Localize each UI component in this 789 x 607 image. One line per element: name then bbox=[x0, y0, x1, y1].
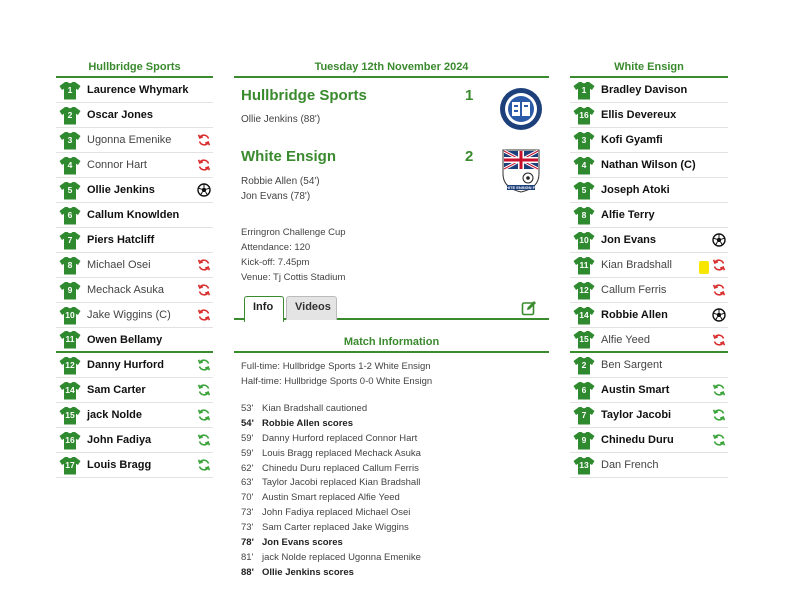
away-player-list bbox=[570, 78, 728, 478]
away-team-heading[interactable]: White Ensign bbox=[570, 58, 728, 78]
shirt-number: 6 bbox=[581, 384, 587, 395]
player-row[interactable] bbox=[570, 153, 728, 178]
player-event-icons bbox=[197, 458, 211, 477]
shirt-number-icon bbox=[573, 156, 595, 175]
player-row[interactable] bbox=[56, 453, 213, 478]
shirt-number-icon bbox=[573, 231, 595, 250]
match-event bbox=[241, 432, 421, 447]
yellow-card-icon bbox=[699, 261, 709, 274]
player-name[interactable]: Joseph Atoki bbox=[601, 184, 670, 196]
player-event-icons bbox=[712, 233, 726, 252]
player-row[interactable] bbox=[56, 228, 213, 253]
goal-event bbox=[241, 536, 421, 551]
player-event-icons bbox=[197, 258, 211, 277]
shirt-number-icon bbox=[573, 456, 595, 475]
substitution-off-icon bbox=[197, 133, 211, 152]
event-text: Jon Evans scores bbox=[262, 537, 343, 549]
shirt-number: 10 bbox=[65, 309, 75, 320]
match-event bbox=[241, 491, 421, 506]
shirt-number-icon bbox=[573, 356, 595, 375]
shirt-number-icon bbox=[573, 206, 595, 225]
match-event bbox=[241, 506, 421, 521]
player-event-icons bbox=[197, 358, 211, 377]
substitution-on-icon bbox=[197, 458, 211, 477]
match-event bbox=[241, 462, 421, 477]
shirt-number: 7 bbox=[67, 234, 73, 245]
player-row[interactable] bbox=[570, 453, 728, 478]
event-text: Danny Hurford replaced Connor Hart bbox=[262, 432, 418, 444]
shirt-number: 2 bbox=[581, 359, 587, 370]
player-row[interactable] bbox=[570, 203, 728, 228]
player-name[interactable]: Alfie Terry bbox=[601, 209, 655, 221]
shirt-number-icon bbox=[59, 406, 81, 425]
match-details bbox=[241, 225, 346, 285]
shirt-number-icon bbox=[573, 81, 595, 100]
shirt-number: 11 bbox=[65, 334, 75, 344]
player-name[interactable]: jack Nolde bbox=[87, 409, 143, 421]
player-name[interactable]: Louis Bragg bbox=[87, 459, 152, 471]
player-row[interactable] bbox=[570, 328, 728, 353]
event-minute: 63' bbox=[241, 477, 254, 489]
half-time-result: Half-time: Hullbridge Sports 0-0 White Ensign bbox=[241, 375, 433, 387]
player-name[interactable]: Ben Sargent bbox=[601, 359, 663, 371]
shirt-number-icon bbox=[59, 381, 81, 400]
substitution-on-icon bbox=[712, 383, 726, 402]
player-row[interactable] bbox=[570, 128, 728, 153]
shirt-number: 14 bbox=[65, 384, 75, 395]
player-name[interactable]: Robbie Allen bbox=[601, 309, 668, 321]
event-minute: 70' bbox=[241, 492, 254, 504]
shirt-number: 15 bbox=[579, 334, 589, 344]
player-row[interactable] bbox=[56, 428, 213, 453]
goal-ball-icon bbox=[712, 233, 726, 252]
match-panel bbox=[234, 58, 549, 598]
home-lineup bbox=[56, 58, 213, 478]
shirt-number: 3 bbox=[581, 134, 587, 145]
substitution-on-icon bbox=[197, 358, 211, 377]
player-name[interactable]: Connor Hart bbox=[87, 159, 147, 171]
shirt-number-icon bbox=[573, 281, 595, 300]
kickoff: Kick-off: 7.45pm bbox=[241, 257, 310, 268]
match-event bbox=[241, 521, 421, 536]
shirt-number: 16 bbox=[65, 434, 75, 445]
home-team-name[interactable]: Hullbridge Sports bbox=[241, 87, 367, 104]
event-timeline bbox=[241, 402, 421, 581]
player-event-icons bbox=[712, 333, 726, 352]
tab-info[interactable]: Info bbox=[244, 296, 284, 322]
shirt-number: 5 bbox=[581, 184, 587, 195]
player-event-icons bbox=[197, 283, 211, 302]
player-row[interactable] bbox=[570, 103, 728, 128]
shirt-number-icon bbox=[573, 256, 595, 275]
event-text: Sam Carter replaced Jake Wiggins bbox=[262, 522, 409, 534]
tab-bar bbox=[234, 294, 549, 320]
player-row[interactable] bbox=[56, 303, 213, 328]
shirt-number: 5 bbox=[67, 184, 73, 195]
shirt-number-icon bbox=[573, 406, 595, 425]
player-event-icons bbox=[197, 133, 211, 152]
shirt-number-icon bbox=[59, 356, 81, 375]
player-name[interactable]: Jake Wiggins (C) bbox=[87, 309, 171, 321]
player-row[interactable] bbox=[570, 428, 728, 453]
player-event-icons bbox=[712, 408, 726, 427]
player-row[interactable] bbox=[56, 153, 213, 178]
shirt-number: 3 bbox=[67, 134, 73, 145]
player-name[interactable]: Ugonna Emenike bbox=[87, 134, 172, 146]
event-minute: 53' bbox=[241, 403, 254, 414]
player-event-icons bbox=[197, 158, 211, 177]
player-name[interactable]: Kian Bradshall bbox=[601, 259, 672, 271]
result-summary bbox=[241, 360, 432, 389]
player-row[interactable] bbox=[570, 78, 728, 103]
shirt-number: 8 bbox=[581, 209, 587, 220]
player-event-icons bbox=[197, 408, 211, 427]
home-player-list bbox=[56, 78, 213, 478]
shirt-number-icon bbox=[59, 206, 81, 225]
shirt-number: 6 bbox=[67, 209, 73, 220]
player-name[interactable]: Owen Bellamy bbox=[87, 333, 163, 346]
substitution-off-icon bbox=[197, 258, 211, 277]
shirt-number: 11 bbox=[579, 259, 589, 270]
player-name[interactable]: Oscar Jones bbox=[87, 109, 154, 121]
player-name[interactable]: Callum Ferris bbox=[601, 284, 667, 296]
player-name[interactable]: Bradley Davison bbox=[601, 84, 688, 96]
event-text: Ollie Jenkins scores bbox=[262, 566, 354, 578]
shirt-number-icon bbox=[59, 306, 81, 325]
home-score: 1 bbox=[465, 87, 474, 104]
player-row[interactable] bbox=[56, 328, 213, 353]
shirt-number-icon bbox=[59, 181, 81, 200]
goal-event bbox=[241, 566, 421, 581]
event-minute: 54' bbox=[241, 417, 254, 429]
shirt-number-icon bbox=[59, 131, 81, 150]
venue[interactable]: Venue: Tj Cottis Stadium bbox=[241, 272, 346, 283]
goal-event bbox=[241, 417, 421, 432]
event-text: Taylor Jacobi replaced Kian Bradshall bbox=[262, 477, 421, 489]
event-text: Austin Smart replaced Alfie Yeed bbox=[262, 492, 400, 504]
shirt-number: 4 bbox=[67, 159, 73, 170]
event-minute: 73' bbox=[241, 507, 254, 519]
player-name[interactable]: Michael Osei bbox=[87, 259, 151, 271]
tab-videos[interactable]: Videos bbox=[286, 296, 337, 320]
player-row[interactable] bbox=[56, 203, 213, 228]
event-minute: 88' bbox=[241, 566, 254, 578]
event-text: John Fadiya replaced Michael Osei bbox=[262, 507, 411, 519]
full-time-result: Full-time: Hullbridge Sports 1-2 White Ensign bbox=[241, 361, 431, 372]
player-row[interactable] bbox=[56, 103, 213, 128]
player-name[interactable]: Ollie Jenkins bbox=[87, 184, 155, 196]
shirt-number: 9 bbox=[581, 434, 587, 445]
player-row[interactable] bbox=[570, 403, 728, 428]
shirt-number-icon bbox=[59, 456, 81, 475]
home-club-badge[interactable] bbox=[498, 86, 544, 132]
shirt-number: 2 bbox=[67, 109, 73, 120]
shirt-number-icon bbox=[573, 106, 595, 125]
shirt-number: 12 bbox=[65, 359, 75, 370]
match-event bbox=[241, 551, 421, 566]
substitution-off-icon bbox=[712, 258, 726, 277]
player-name[interactable]: Nathan Wilson (C) bbox=[601, 159, 696, 171]
shirt-number: 8 bbox=[67, 259, 73, 270]
player-row[interactable] bbox=[570, 278, 728, 303]
substitution-off-icon bbox=[712, 283, 726, 302]
shirt-number: 7 bbox=[581, 409, 587, 420]
shirt-number-icon bbox=[573, 381, 595, 400]
shirt-number-icon bbox=[59, 156, 81, 175]
shirt-number-icon bbox=[59, 330, 81, 349]
substitution-on-icon bbox=[197, 408, 211, 427]
player-event-icons bbox=[699, 258, 726, 277]
event-text: jack Nolde replaced Ugonna Emenike bbox=[262, 551, 421, 563]
away-score: 2 bbox=[465, 148, 474, 165]
shirt-number: 14 bbox=[579, 309, 589, 320]
substitution-on-icon bbox=[197, 383, 211, 402]
shirt-number: 10 bbox=[579, 234, 589, 245]
shirt-number: 17 bbox=[65, 459, 75, 470]
event-text: Louis Bragg replaced Mechack Asuka bbox=[262, 447, 421, 459]
shirt-number-icon bbox=[573, 330, 595, 349]
player-name[interactable]: Jon Evans bbox=[601, 234, 657, 246]
event-minute: 78' bbox=[241, 537, 254, 549]
player-event-icons bbox=[197, 308, 211, 327]
player-name[interactable]: Sam Carter bbox=[87, 384, 146, 396]
shirt-number: 13 bbox=[579, 459, 589, 470]
player-row[interactable] bbox=[570, 228, 728, 253]
event-minute: 73' bbox=[241, 522, 254, 534]
player-name[interactable]: Alfie Yeed bbox=[601, 333, 650, 346]
player-row[interactable] bbox=[56, 353, 213, 378]
player-event-icons bbox=[712, 283, 726, 302]
shirt-number: 1 bbox=[67, 84, 73, 95]
shirt-number: 9 bbox=[67, 284, 73, 295]
player-event-icons bbox=[712, 433, 726, 452]
player-name[interactable]: Ellis Devereux bbox=[601, 109, 677, 121]
shirt-number: 15 bbox=[65, 409, 75, 420]
event-minute: 59' bbox=[241, 432, 254, 444]
player-event-icons bbox=[197, 183, 211, 202]
player-event-icons bbox=[197, 433, 211, 452]
shirt-number-icon bbox=[573, 306, 595, 325]
shirt-number-icon bbox=[573, 181, 595, 200]
event-text: Robbie Allen scores bbox=[262, 417, 353, 429]
goal-ball-icon bbox=[197, 183, 211, 202]
match-event bbox=[241, 476, 421, 491]
away-club-badge[interactable] bbox=[498, 148, 544, 194]
player-row[interactable] bbox=[570, 353, 728, 378]
player-name[interactable]: Piers Hatcliff bbox=[87, 234, 155, 246]
player-row[interactable] bbox=[56, 378, 213, 403]
player-event-icons bbox=[197, 383, 211, 402]
attendance: Attendance: 120 bbox=[241, 242, 311, 253]
player-row[interactable] bbox=[56, 78, 213, 103]
home-team-heading[interactable]: Hullbridge Sports bbox=[56, 58, 213, 78]
player-name[interactable]: Taylor Jacobi bbox=[601, 409, 672, 421]
home-scorer: Ollie Jenkins (88') bbox=[241, 114, 321, 125]
shirt-number: 16 bbox=[579, 109, 589, 120]
player-event-icons bbox=[712, 308, 726, 327]
competition[interactable]: Erringron Challenge Cup bbox=[241, 227, 346, 238]
player-row[interactable] bbox=[56, 403, 213, 428]
player-name[interactable]: Austin Smart bbox=[601, 384, 670, 396]
away-scorer: Jon Evans (78') bbox=[241, 191, 311, 202]
event-minute: 62' bbox=[241, 462, 254, 474]
event-text: Kian Bradshall cautioned bbox=[262, 403, 368, 414]
player-name[interactable]: Callum Knowlden bbox=[87, 209, 180, 221]
shirt-number-icon bbox=[59, 231, 81, 250]
substitution-off-icon bbox=[197, 283, 211, 302]
substitution-off-icon bbox=[712, 333, 726, 352]
event-minute: 81' bbox=[241, 551, 254, 563]
shirt-number-icon bbox=[573, 431, 595, 450]
player-row[interactable] bbox=[56, 253, 213, 278]
player-name[interactable]: Chinedu Duru bbox=[601, 434, 674, 446]
player-name[interactable]: Mechack Asuka bbox=[87, 284, 165, 296]
substitution-on-icon bbox=[712, 433, 726, 452]
away-team-name[interactable]: White Ensign bbox=[241, 148, 336, 165]
shirt-number: 4 bbox=[581, 159, 587, 170]
event-minute: 59' bbox=[241, 447, 254, 459]
player-row[interactable] bbox=[56, 178, 213, 203]
shirt-number: 12 bbox=[579, 284, 589, 295]
player-event-icons bbox=[712, 383, 726, 402]
match-information-heading: Match Information bbox=[234, 332, 549, 353]
substitution-on-icon bbox=[197, 433, 211, 452]
player-name[interactable]: John Fadiya bbox=[87, 434, 152, 446]
event-text: Chinedu Duru replaced Callum Ferris bbox=[262, 462, 419, 474]
substitution-off-icon bbox=[197, 158, 211, 177]
away-lineup bbox=[570, 58, 728, 478]
player-row[interactable] bbox=[56, 128, 213, 153]
shirt-number-icon bbox=[59, 106, 81, 125]
player-name[interactable]: Dan French bbox=[601, 459, 659, 471]
player-name[interactable]: Laurence Whymark bbox=[87, 84, 189, 96]
shirt-number-icon bbox=[59, 81, 81, 100]
player-row[interactable] bbox=[570, 178, 728, 203]
away-badge-text: WHITE ENSIGN F.C. bbox=[502, 185, 540, 190]
player-row[interactable] bbox=[56, 278, 213, 303]
shirt-number-icon bbox=[573, 131, 595, 150]
player-name[interactable]: Kofi Gyamfi bbox=[601, 134, 663, 146]
shirt-number-icon bbox=[59, 431, 81, 450]
away-scorer: Robbie Allen (54') bbox=[241, 176, 320, 187]
shirt-number-icon bbox=[59, 281, 81, 300]
match-date: Tuesday 12th November 2024 bbox=[234, 58, 549, 78]
player-row[interactable] bbox=[570, 253, 728, 278]
shirt-number-icon bbox=[59, 256, 81, 275]
player-row[interactable] bbox=[570, 378, 728, 403]
substitution-on-icon bbox=[712, 408, 726, 427]
match-event bbox=[241, 402, 421, 417]
match-event bbox=[241, 447, 421, 462]
edit-icon[interactable] bbox=[521, 300, 537, 316]
goal-ball-icon bbox=[712, 308, 726, 327]
substitution-off-icon bbox=[197, 308, 211, 327]
player-row[interactable] bbox=[570, 303, 728, 328]
player-name[interactable]: Danny Hurford bbox=[87, 359, 164, 371]
shirt-number: 1 bbox=[581, 84, 587, 95]
